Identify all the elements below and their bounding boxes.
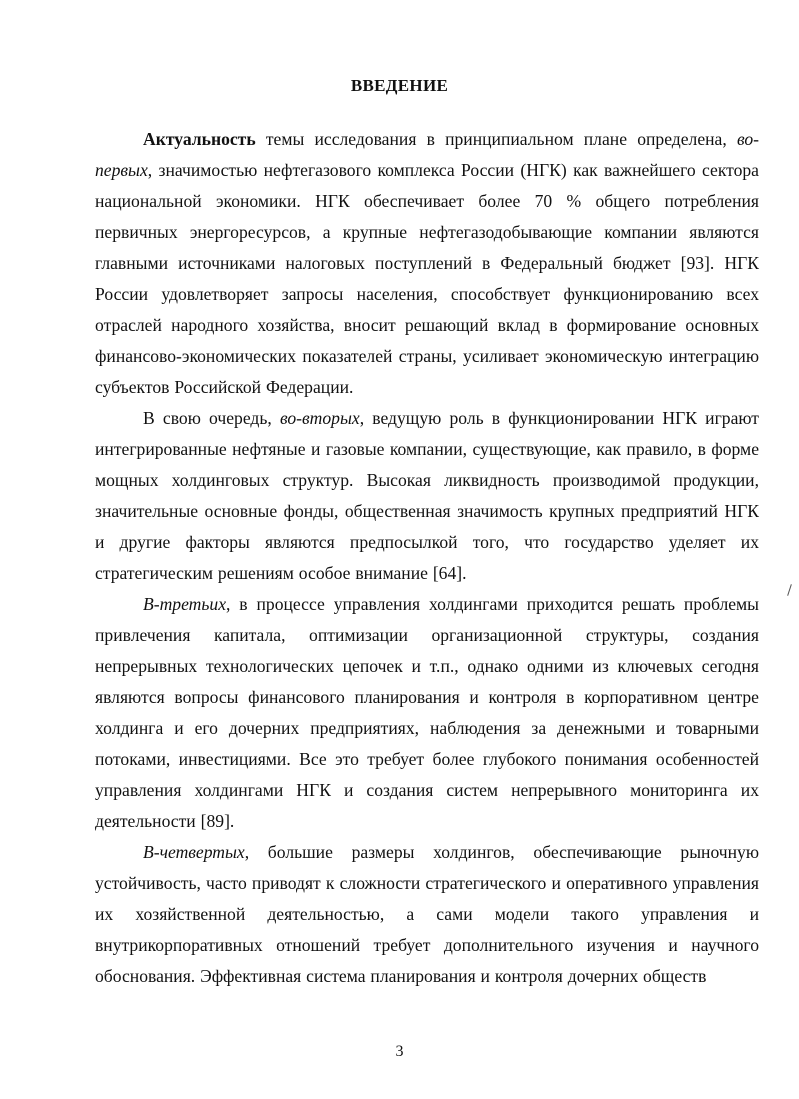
paragraph-relevance (95, 124, 759, 403)
paragraph-text: В свою очередь, (143, 408, 280, 428)
page-title: ВВЕДЕНИЕ (350, 76, 449, 95)
paragraph-fourth (95, 837, 759, 992)
scan-mark (787, 584, 792, 596)
italic-term: во-первых (95, 129, 759, 180)
page-number: 3 (395, 1043, 404, 1060)
italic-term: во-вторых (279, 408, 360, 428)
italic-term: В-четвертых (143, 842, 245, 862)
paragraph-text: , в процессе управления холдингами приходится решать проблемы привлечения капитала, оптимизации организационной структуры, создания непрерывных технологических цепочек и т.п., однако одними из ключевых сегодня являются вопросы финансового планирования и контроля в корпоративном центре холдинга и его дочерних предприятиях, наблюдения за денежными и товарными потоками, инвестициями. Все это требует более глубокого понимания особенностей управления холдингами НГК и создания систем непрерывного мониторинга их деятельности [89]. (95, 594, 759, 831)
paragraph-text: , большие размеры холдингов, обеспечивающие рыночную устойчивость, часто приводят к сложности стратегического и оперативного управления их хозяйственной деятельностью, а сами модели такого управления и внутрикорпоративных отношений требует дополнительного изучения и научного обоснования. Эффективная система планирования и контроля дочерних обществ (95, 842, 759, 986)
paragraph-text: , ведущую роль в функционировании НГК играют интегрированные нефтяные и газовые компании, существующие, как правило, в форме мощных холдинговых структур. Высокая ликвидность производимой продукции, значительные основные фонды, общественная значимость крупных предприятий НГК и другие факторы являются предпосылкой того, что государство уделяет их стратегическим решениям особое внимание [64]. (95, 408, 759, 583)
paragraph-second (95, 403, 759, 589)
paragraph-third (95, 589, 759, 837)
body-text (95, 124, 759, 992)
bold-lead: Актуальность (143, 129, 256, 149)
paragraph-text: темы исследования в принципиальном плане определена, (255, 129, 737, 149)
italic-term: В-третьих (143, 594, 227, 614)
paragraph-text: , значимостью нефтегазового комплекса России (НГК) как важнейшего сектора национальной экономики. НГК обеспечивает более 70 % общего потребления первичных энергоресурсов, а крупные нефтегазодобывающие компании являются главными источниками налоговых поступлений в Федеральный бюджет [93]. НГК России удовлетворяет запросы населения, способствует функционированию всех отраслей народного хозяйства, вносит решающий вклад в формирование основных финансово-экономических показателей страны, усиливает экономическую интеграцию субъектов Российской Федерации. (95, 160, 759, 397)
